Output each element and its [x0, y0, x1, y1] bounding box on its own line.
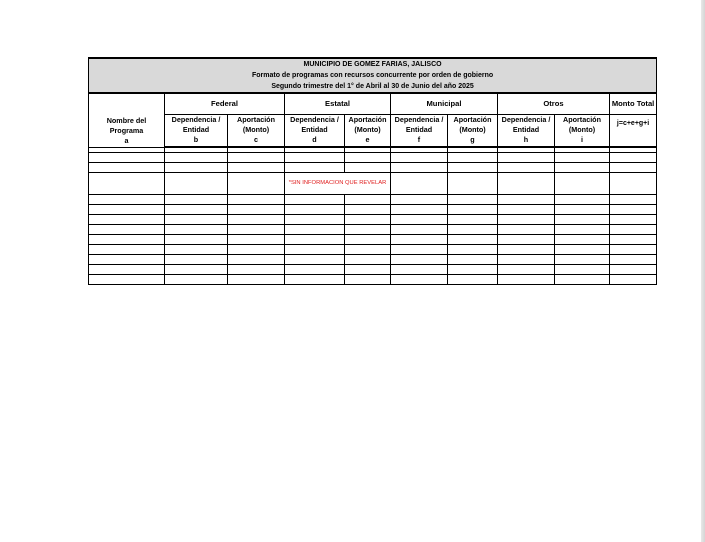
table-row — [89, 162, 657, 172]
col-f-line2: Entidad — [405, 125, 433, 135]
table-cell — [448, 204, 498, 214]
table-cell — [89, 162, 165, 172]
table-cell — [555, 244, 610, 254]
table-cell — [165, 234, 228, 244]
table-cell — [165, 214, 228, 224]
col-a-line1: Nombre del — [106, 115, 147, 125]
group-header-estatal: Estatal — [285, 93, 391, 114]
table-cell — [448, 152, 498, 162]
col-d-line1: Dependencia / — [290, 115, 339, 125]
group-header-federal: Federal — [165, 93, 285, 114]
table-cell — [228, 264, 285, 274]
table-cell — [391, 172, 448, 194]
table-cell — [345, 224, 391, 234]
table-cell — [228, 244, 285, 254]
table-cell — [285, 204, 345, 214]
table-cell — [610, 172, 657, 194]
col-c-line2: (Monto) — [242, 125, 270, 135]
table-row — [89, 204, 657, 214]
title-line-format: Formato de programas con recursos concurrente por orden de gobierno — [251, 72, 494, 79]
table-cell — [498, 264, 555, 274]
col-c-line1: Aportación — [237, 115, 275, 125]
table-cell — [448, 172, 498, 194]
col-d-letter: d — [312, 135, 317, 145]
table-cell — [89, 214, 165, 224]
table-cell — [228, 162, 285, 172]
table-cell — [555, 274, 610, 284]
table-row — [89, 264, 657, 274]
table-cell — [448, 224, 498, 234]
table-cell — [391, 244, 448, 254]
table-cell — [610, 244, 657, 254]
col-h-letter: h — [523, 135, 529, 145]
table-cell — [448, 194, 498, 204]
table-cell — [555, 162, 610, 172]
table-cell — [555, 234, 610, 244]
table-cell — [228, 254, 285, 264]
table-cell — [448, 274, 498, 284]
table-cell — [89, 254, 165, 264]
table-cell — [89, 264, 165, 274]
table-cell — [610, 194, 657, 204]
table-cell — [610, 254, 657, 264]
column-header-row — [89, 114, 657, 147]
table-cell — [165, 264, 228, 274]
table-row — [89, 172, 657, 194]
table-cell — [498, 274, 555, 284]
table-cell — [498, 254, 555, 264]
table-cell — [498, 194, 555, 204]
table-cell — [228, 224, 285, 234]
table-cell — [345, 214, 391, 224]
table-cell — [285, 152, 345, 162]
table-cell — [165, 274, 228, 284]
group-header-total: Monto Total — [610, 93, 657, 114]
col-header-estatal-amount — [345, 114, 391, 147]
table-cell — [165, 152, 228, 162]
table-cell — [555, 214, 610, 224]
table-cell — [89, 172, 165, 194]
table-cell — [498, 152, 555, 162]
table-cell — [498, 234, 555, 244]
table-cell — [498, 204, 555, 214]
col-header-otros-entity — [498, 114, 555, 147]
table-cell — [498, 214, 555, 224]
table-cell — [165, 172, 228, 194]
col-header-otros-amount — [555, 114, 610, 147]
table-row — [89, 152, 657, 162]
table-cell — [498, 244, 555, 254]
table-cell — [345, 244, 391, 254]
col-i-line2: (Monto) — [568, 125, 596, 135]
table-cell — [89, 204, 165, 214]
table-cell — [285, 264, 345, 274]
table-cell — [448, 214, 498, 224]
col-b-line1: Dependencia / — [171, 115, 221, 125]
title-line-municipality: MUNICIPIO DE GOMEZ FARIAS, JALISCO — [303, 61, 442, 68]
table-cell — [228, 214, 285, 224]
col-e-line1: Aportación — [348, 115, 387, 125]
table-cell — [89, 152, 165, 162]
col-a-line2: Programa — [109, 125, 144, 135]
table-cell — [610, 204, 657, 214]
table-cell — [555, 204, 610, 214]
table-cell — [391, 254, 448, 264]
table-cell — [165, 204, 228, 214]
table-cell — [285, 162, 345, 172]
col-f-line1: Dependencia / — [394, 115, 444, 125]
table-cell — [285, 244, 345, 254]
table-cell — [391, 194, 448, 204]
table-cell — [345, 152, 391, 162]
table-cell — [498, 224, 555, 234]
table-cell — [391, 214, 448, 224]
table-cell — [610, 162, 657, 172]
table-cell — [165, 244, 228, 254]
col-b-line2: Entidad — [182, 125, 210, 135]
table-row — [89, 214, 657, 224]
concurrent-programs-table — [88, 57, 657, 285]
table-cell — [345, 274, 391, 284]
table-cell — [228, 172, 285, 194]
col-header-program-name — [89, 93, 165, 147]
table-cell — [391, 152, 448, 162]
col-a-letter: a — [124, 135, 129, 145]
col-h-line2: Entidad — [512, 125, 540, 135]
report-title — [89, 58, 657, 93]
table-cell — [89, 224, 165, 234]
col-header-municipal-amount — [448, 114, 498, 147]
page-edge-shadow — [701, 0, 705, 542]
table-row — [89, 244, 657, 254]
table-cell — [285, 274, 345, 284]
group-header-otros: Otros — [498, 93, 610, 114]
table-cell — [610, 274, 657, 284]
table-row — [89, 274, 657, 284]
table-cell — [391, 234, 448, 244]
table-cell — [448, 162, 498, 172]
table-cell — [391, 162, 448, 172]
col-header-federal-entity — [165, 114, 228, 147]
table-cell — [610, 234, 657, 244]
table-cell — [165, 224, 228, 234]
table-cell — [345, 264, 391, 274]
table-cell — [345, 234, 391, 244]
table-cell — [89, 194, 165, 204]
table-cell — [555, 172, 610, 194]
col-header-estatal-entity — [285, 114, 345, 147]
group-header-municipal: Municipal — [391, 93, 498, 114]
table-cell — [610, 264, 657, 274]
table-cell — [228, 152, 285, 162]
table-cell — [555, 224, 610, 234]
table-row — [89, 254, 657, 264]
col-header-federal-amount — [228, 114, 285, 147]
col-header-municipal-entity — [391, 114, 448, 147]
table-cell — [165, 162, 228, 172]
table-cell — [285, 234, 345, 244]
table-cell — [285, 214, 345, 224]
table-cell — [89, 244, 165, 254]
table-cell — [345, 162, 391, 172]
table-cell — [555, 152, 610, 162]
title-row — [89, 58, 657, 93]
table-cell — [285, 254, 345, 264]
table-cell — [610, 152, 657, 162]
table-row — [89, 224, 657, 234]
col-c-letter: c — [254, 135, 258, 145]
table-cell — [555, 264, 610, 274]
table-cell — [391, 204, 448, 214]
table-cell — [448, 234, 498, 244]
col-f-letter: f — [417, 135, 421, 145]
table-cell — [345, 254, 391, 264]
col-g-line1: Aportación — [453, 115, 492, 125]
table-cell — [498, 172, 555, 194]
table-cell — [391, 224, 448, 234]
group-header-row — [89, 93, 657, 114]
table-row — [89, 194, 657, 204]
table-cell — [89, 274, 165, 284]
table-cell — [228, 234, 285, 244]
table-cell — [345, 204, 391, 214]
no-information-notice: *SIN INFORMACION QUE REVELAR — [285, 172, 391, 194]
table-cell — [498, 162, 555, 172]
table-cell — [391, 264, 448, 274]
table-cell — [165, 254, 228, 264]
table-cell — [610, 224, 657, 234]
col-g-line2: (Monto) — [459, 125, 486, 135]
table-cell — [555, 254, 610, 264]
col-i-line1: Aportación — [563, 115, 601, 125]
table-cell — [391, 274, 448, 284]
col-e-letter: e — [365, 135, 370, 145]
table-cell — [228, 204, 285, 214]
table-cell — [345, 194, 391, 204]
table-cell — [448, 264, 498, 274]
table-cell — [448, 254, 498, 264]
table-cell — [89, 234, 165, 244]
table-cell — [228, 274, 285, 284]
col-d-line2: Entidad — [301, 125, 328, 135]
table-cell — [285, 194, 345, 204]
col-g-letter: g — [470, 135, 475, 145]
table-cell — [228, 194, 285, 204]
col-header-total-formula: j=c+e+g+i — [610, 114, 657, 147]
col-h-line1: Dependencia / — [501, 115, 551, 125]
table-row — [89, 234, 657, 244]
table-cell — [285, 224, 345, 234]
table-cell — [610, 214, 657, 224]
table-cell — [555, 194, 610, 204]
table-cell — [448, 244, 498, 254]
col-i-letter: i — [581, 135, 583, 145]
title-line-period: Segundo trimestre del 1° de Abril al 30 de Junio del año 2025 — [271, 83, 474, 90]
col-b-letter: b — [193, 135, 199, 145]
table-cell — [165, 194, 228, 204]
col-e-line2: (Monto) — [354, 125, 381, 135]
